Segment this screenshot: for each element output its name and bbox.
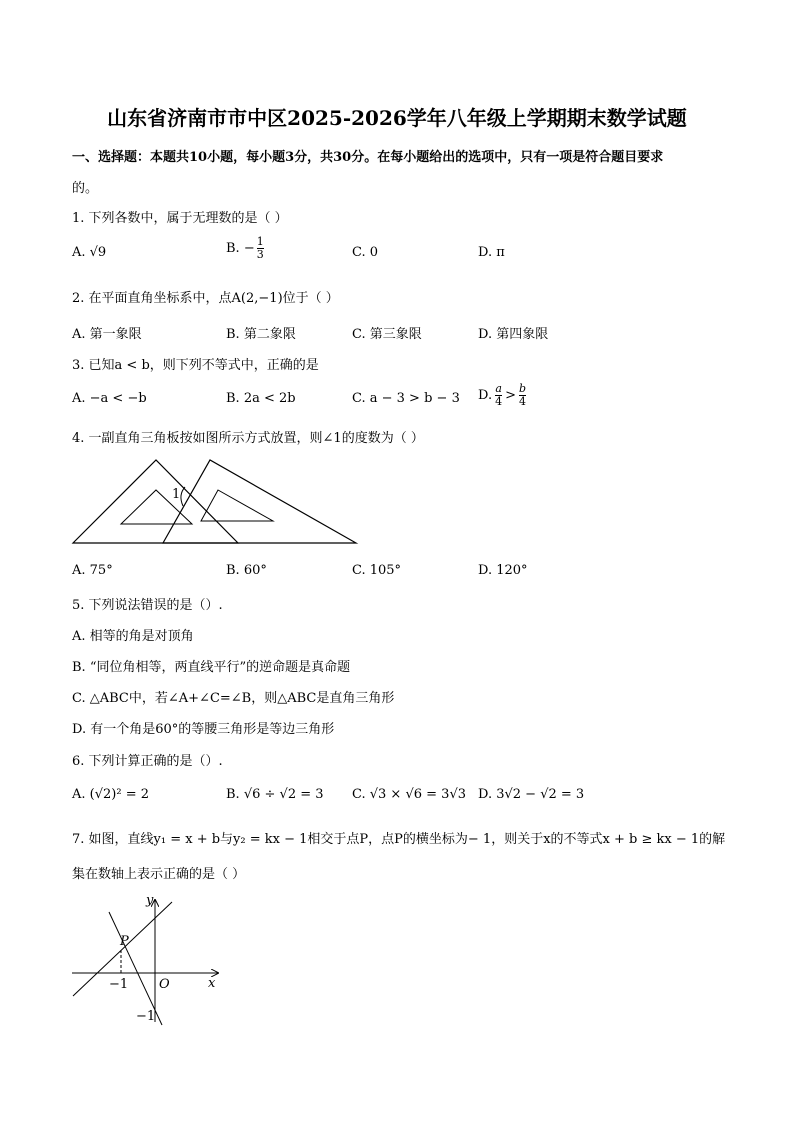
- fraction-numerator: b: [519, 382, 527, 395]
- fraction-denominator: 4: [495, 395, 503, 408]
- x-axis-label: x: [208, 976, 216, 991]
- question-4-stem: 4. 一副直角三角板按如图所示方式放置，则∠1的度数为（ ）: [72, 431, 424, 446]
- question-7-stem-line1: 7. 如图，直线y₁ = x + b与y₂ = kx − 1相交于点P，点P的横坐标为− 1，则关于x的不等式x + b ≥ kx − 1的解: [72, 832, 726, 847]
- option-d-prefix: D.: [478, 388, 493, 403]
- fraction-denominator: 4: [519, 395, 527, 408]
- question-5-option-d: D. 有一个角是60°的等腰三角形是等边三角形: [72, 722, 335, 737]
- y-axis-label: y: [146, 893, 154, 908]
- question-3-option-a: A. −a < −b: [72, 391, 147, 406]
- fraction-denominator: 3: [256, 248, 264, 261]
- origin-label: O: [159, 977, 170, 992]
- question-2-stem: 2. 在平面直角坐标系中，点A(2,−1)位于（ ）: [72, 291, 339, 306]
- question-2-option-d: D. 第四象限: [478, 327, 549, 342]
- question-5-option-b: B. “同位角相等，两直线平行”的逆命题是真命题: [72, 660, 351, 675]
- angle-1-label: 1: [172, 487, 181, 502]
- question-2-option-b: B. 第二象限: [226, 327, 296, 342]
- question-2-option-c: C. 第三象限: [352, 327, 422, 342]
- page-title: 山东省济南市市中区2025-2026学年八年级上学期期末数学试题: [107, 106, 687, 130]
- point-p-label: P: [120, 934, 129, 949]
- question-5-option-a: A. 相等的角是对顶角: [72, 629, 194, 644]
- question-4-option-b: B. 60°: [226, 563, 267, 578]
- question-5-stem: 5. 下列说法错误的是（）.: [72, 598, 223, 613]
- question-7-stem-line2: 集在数轴上表示正确的是（ ）: [72, 867, 246, 882]
- question-3-option-b: B. 2a < 2b: [226, 391, 296, 406]
- option-b-prefix: B. −: [226, 241, 255, 256]
- question-6-option-a: A. (√2)² = 2: [72, 787, 149, 802]
- greater-than-sign: >: [505, 388, 516, 403]
- fraction-numerator: 1: [256, 235, 264, 248]
- section-heading-line1: 一、选择题：本题共10小题，每小题3分，共30分。在每小题给出的选项中，只有一项是符合题目要求: [72, 150, 664, 165]
- question-6-option-d: D. 3√2 − √2 = 3: [478, 787, 585, 802]
- fraction-numerator: a: [495, 382, 502, 395]
- question-2-option-a: A. 第一象限: [72, 327, 142, 342]
- question-3-stem: 3. 已知a < b，则下列不等式中，正确的是: [72, 358, 319, 373]
- question-6-stem: 6. 下列计算正确的是（）.: [72, 754, 223, 769]
- question-5-option-c: C. △ABC中，若∠A+∠C=∠B，则△ABC是直角三角形: [72, 691, 395, 706]
- question-1-option-d: D. π: [478, 245, 505, 260]
- section-heading-line2: 的。: [72, 181, 99, 196]
- y-neg1-label: −1: [136, 1009, 156, 1024]
- question-4-option-c: C. 105°: [352, 563, 402, 578]
- question-6-option-b: B. √6 ÷ √2 = 3: [226, 787, 324, 802]
- question-1-option-a: A. √9: [72, 245, 107, 260]
- question-6-option-c: C. √3 × √6 = 3√3: [352, 787, 466, 802]
- question-4-option-d: D. 120°: [478, 563, 528, 578]
- question-1-option-c: C. 0: [352, 245, 379, 260]
- x-neg1-label: −1: [109, 977, 129, 992]
- question-4-option-a: A. 75°: [72, 563, 113, 578]
- question-3-option-c: C. a − 3 > b − 3: [352, 391, 460, 406]
- question-1-stem: 1. 下列各数中，属于无理数的是（ ）: [72, 211, 288, 226]
